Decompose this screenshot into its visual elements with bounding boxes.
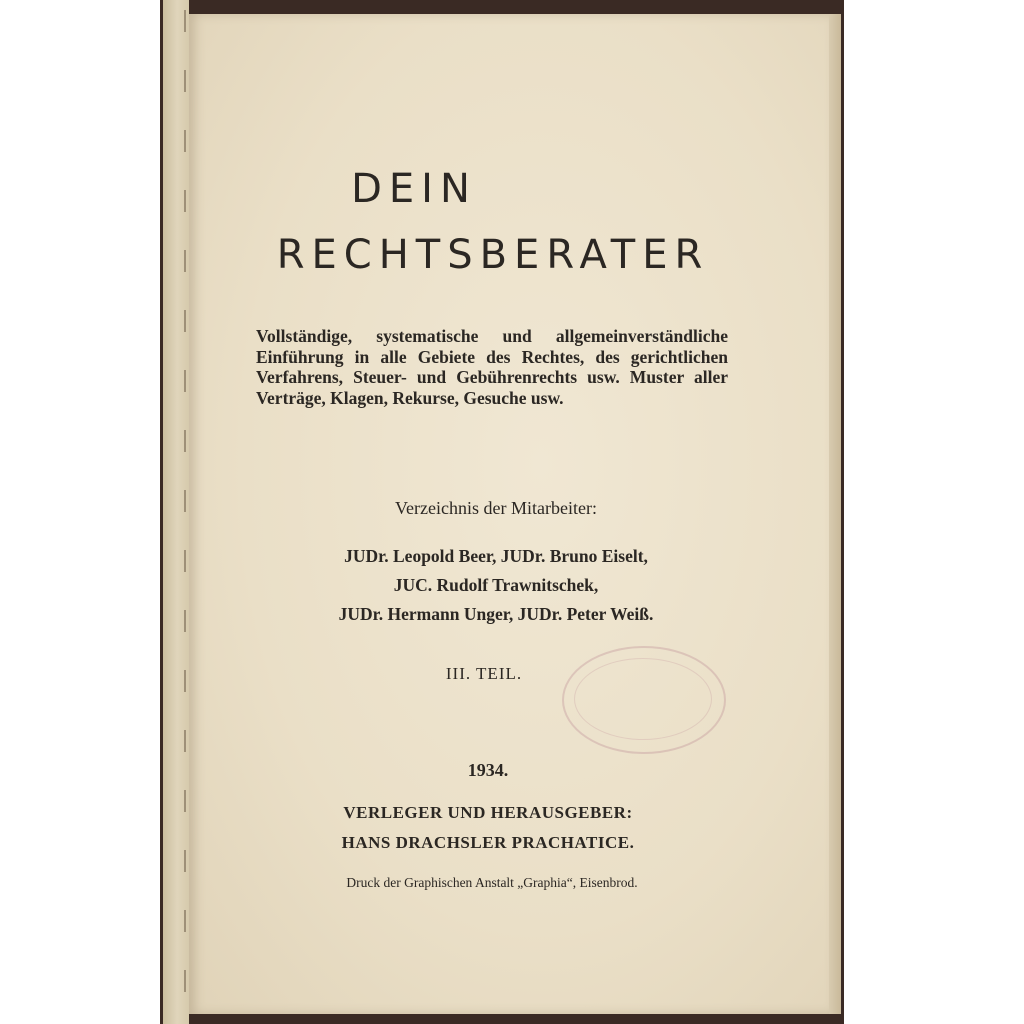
library-stamp-inner-ring	[574, 658, 712, 740]
printer-imprint: Druck der Graphischen Anstalt „Graphia“, Eisenbrod.	[346, 875, 638, 890]
page-edge	[829, 14, 841, 1014]
publisher-name: HANS DRACHSLER PRACHATICE.	[341, 833, 635, 852]
contributors-line: JUDr. Leopold Beer, JUDr. Bruno Eiselt,	[344, 546, 648, 566]
contributors-line: JUDr. Hermann Unger, JUDr. Peter Weiß.	[338, 604, 654, 624]
part-label: III. TEIL.	[445, 664, 523, 683]
library-stamp	[562, 646, 726, 754]
title-line-1: DEIN	[351, 166, 477, 212]
contributors-heading: Verzeichnis der Mitarbeiter:	[395, 498, 597, 518]
binding-stitches	[184, 10, 186, 1010]
publisher-heading: VERLEGER UND HERAUSGEBER:	[343, 803, 633, 822]
subtitle: Vollständige, systematische und allgemeinverständliche Einführung in alle Gebiete des Rechtes, des gerichtlichen Verfahrens, Steuer- und Gebührenrechts usw. Muster aller Verträge, Klagen, Rekurse, Gesuche usw.	[256, 326, 728, 408]
contributors-line: JUC. Rudolf Trawnitschek,	[393, 575, 599, 595]
publication-year: 1934.	[467, 760, 509, 780]
title-line-2: RECHTSBERATER	[276, 232, 710, 278]
